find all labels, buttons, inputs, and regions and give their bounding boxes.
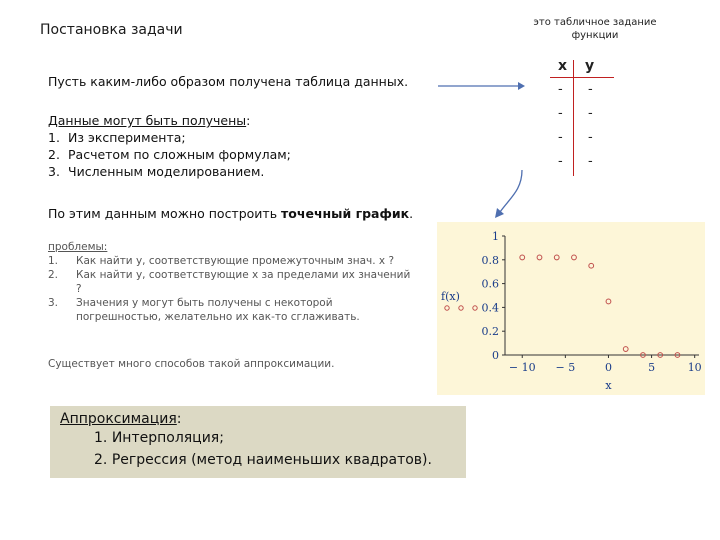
data-point — [520, 255, 525, 260]
list-item-text: Численным моделированием. — [68, 164, 265, 179]
data-point — [537, 255, 542, 260]
problems-block — [48, 240, 418, 324]
y-tick-label: 0 — [492, 349, 499, 362]
list-item — [48, 129, 291, 146]
problem-number: 1. — [48, 255, 59, 267]
problems-heading: проблемы: — [48, 241, 108, 253]
table-header-y: y — [585, 58, 595, 74]
list-item-number: 2. — [94, 452, 108, 468]
legend-marker — [445, 306, 449, 310]
list-item — [48, 163, 291, 180]
list-item — [60, 427, 456, 449]
data-point — [572, 255, 577, 260]
y-tick-label: 0.2 — [481, 325, 499, 339]
list-item-text: Интерполяция; — [111, 430, 224, 446]
sentence-bold: точечный график — [281, 206, 410, 221]
approximation-heading-line — [60, 411, 456, 427]
data-sources-block — [48, 112, 291, 180]
slide-title: Постановка задачи — [40, 22, 183, 38]
table-cell: - — [588, 82, 593, 97]
scatter-chart — [437, 222, 705, 395]
y-tick-label: 0.8 — [481, 253, 499, 267]
y-tick-label: 1 — [492, 230, 499, 243]
data-point — [554, 255, 559, 260]
list-item — [48, 146, 291, 163]
data-sources-heading-line — [48, 112, 291, 129]
table-horizontal-line — [550, 77, 614, 78]
many-methods-text: Существует много способов такой аппроксимации. — [48, 358, 335, 370]
list-item-text: Расчетом по сложным формулам; — [68, 147, 291, 162]
problem-item — [48, 296, 418, 324]
list-item-number: 3. — [48, 164, 60, 179]
table-cell: - — [558, 130, 563, 145]
data-point — [623, 347, 628, 352]
data-point — [589, 263, 594, 268]
sentence-suffix: . — [409, 206, 414, 221]
sentence-prefix: По этим данным можно построить — [48, 206, 282, 221]
problem-text: Значения y могут быть получены с некоторой погрешностью, желательно их как-то сглаживать. — [76, 297, 360, 323]
problem-number: 2. — [48, 269, 59, 281]
approximation-heading: Аппроксимация — [60, 411, 177, 427]
x-axis-label: x — [605, 379, 612, 392]
table-header-x: x — [558, 58, 568, 74]
data-table — [548, 58, 628, 178]
table-note: это табличное задание функции — [533, 17, 657, 41]
data-sources-colon: : — [246, 113, 251, 128]
list-item — [60, 449, 456, 471]
list-item-text: Регрессия (метод наименьших квадратов). — [111, 452, 432, 468]
x-tick-label: 0 — [604, 361, 612, 374]
approximation-colon: : — [176, 411, 182, 427]
data-sources-heading: Данные могут быть получены — [48, 113, 247, 128]
arrow-right-icon — [436, 80, 526, 92]
curved-arrow-icon — [488, 168, 528, 226]
list-item-number: 1. — [48, 130, 60, 145]
table-cell: - — [558, 154, 563, 169]
legend-marker — [459, 306, 463, 310]
table-cell: - — [558, 82, 563, 97]
problem-item — [48, 268, 418, 296]
table-cell: - — [588, 106, 593, 121]
legend-marker — [473, 306, 477, 310]
x-tick-label: 5 — [648, 361, 656, 374]
data-point — [606, 299, 611, 304]
scatter-plot-sentence — [48, 206, 413, 221]
approximation-box — [50, 406, 466, 478]
table-cell: - — [588, 130, 593, 145]
table-cell: - — [558, 106, 563, 121]
list-item-number: 1. — [94, 430, 108, 446]
y-tick-label: 0.4 — [481, 301, 499, 315]
x-tick-label: − 5 — [555, 361, 576, 374]
intro-text: Пусть каким-либо образом получена таблица данных. — [48, 74, 409, 89]
y-tick-label: 0.6 — [481, 277, 499, 291]
list-item-text: Из эксперимента; — [68, 130, 186, 145]
x-tick-label: − 10 — [508, 361, 536, 374]
problem-number: 3. — [48, 297, 59, 309]
problem-item — [48, 254, 418, 268]
x-tick-label: 10 — [687, 361, 702, 374]
problem-text: Как найти y, соответствующие x за пределами их значений ? — [76, 269, 411, 295]
list-item-number: 2. — [48, 147, 60, 162]
problem-text: Как найти y, соответствующие промежуточным знач. x ? — [76, 255, 395, 267]
table-cell: - — [588, 154, 593, 169]
y-axis-label: f(x) — [441, 290, 460, 303]
